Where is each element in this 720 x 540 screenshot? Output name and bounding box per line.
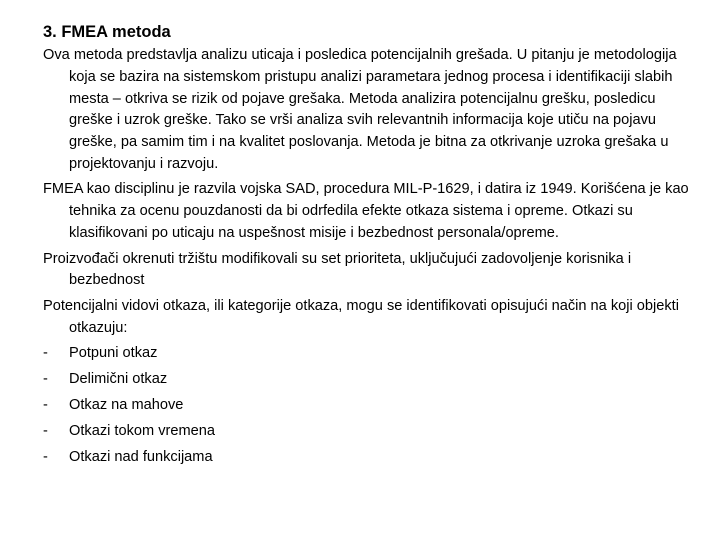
paragraph-manufacturers: Proizvođači okrenuti tržištu modifikovali su set prioriteta, uključujući zadovoljenje korisnika i bezbednost xyxy=(43,250,632,289)
paragraph-fmea-history: FMEA kao disciplinu je razvila vojska SAD, procedura MIL-P-1629, i datira iz 1949. Korišćena je kao tehnika za ocenu pouzdanosti da bi odrfedila efekte otkaza sistema i opreme. Otkazi su klasifikovani po uticaju na uspešnost misije i bezbednost personala/opreme. xyxy=(43,181,689,242)
list-item xyxy=(43,369,693,391)
list-bullet: - xyxy=(43,422,48,439)
list-item-text: Delimični otkaz xyxy=(69,371,168,388)
paragraph-failure-modes: Potencijalni vidovi otkaza, ili kategorije otkaza, mogu se identifikovati opisujući način na koji objekti otkazuju: xyxy=(43,297,679,336)
list-item xyxy=(43,421,693,443)
slide xyxy=(43,0,703,540)
list-bullet: - xyxy=(43,397,48,414)
list-item-text: Otkazi nad funkcijama xyxy=(69,448,213,465)
section-title: 3. FMEA metoda xyxy=(43,23,171,41)
list-bullet: - xyxy=(43,345,48,362)
list-item xyxy=(43,395,693,417)
list-item xyxy=(43,447,693,469)
list-bullet: - xyxy=(43,371,48,388)
list-item-text: Otkaz na mahove xyxy=(69,397,184,414)
list-item-text: Otkazi tokom vremena xyxy=(69,422,215,439)
list-bullet: - xyxy=(43,448,48,465)
list-item-text: Potpuni otkaz xyxy=(69,345,158,362)
failure-mode-list xyxy=(43,343,693,468)
list-item xyxy=(43,343,693,365)
body-content xyxy=(43,45,693,468)
paragraph-fmea-description: Ova metoda predstavlja analizu uticaja i posledica potencijalnih grešada. U pitanju je metodologija koja se bazira na sistemskom pristupu analizi parametara jednog procesa i identifikaciji slabih mesta – otkriva se rizik od pojave grešaka. Metoda analizira potencijalnu grešku, posledicu greške i uzrok greške. Tako se vrši analiza svih relevantnih informacija koje utiču na pojavu greške, pa samim tim i na kvalitet poslovanja. Metoda je bitna za otkrivanje uzroka grešaka u projektovanju i razvoju. xyxy=(43,47,677,172)
